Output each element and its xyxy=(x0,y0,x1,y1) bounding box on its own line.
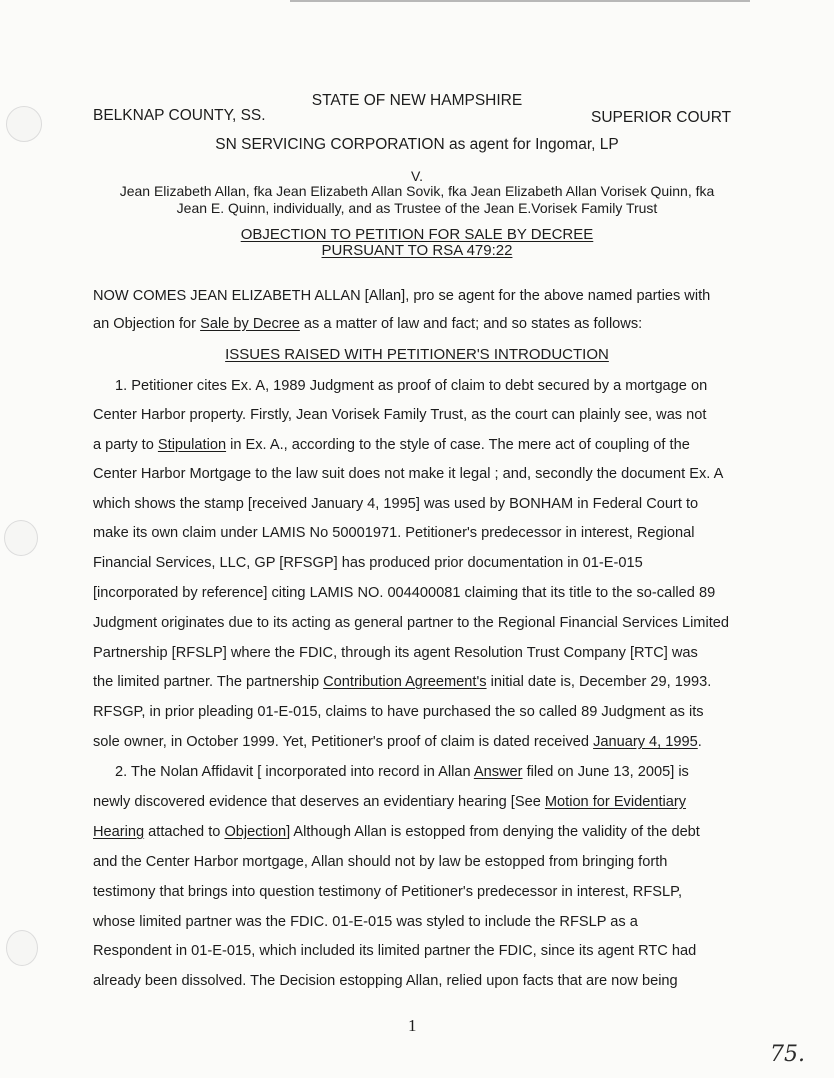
paragraph-line: testimony that brings into question testimony of Petitioner's predecessor in interest, RFSLP, xyxy=(93,884,682,900)
paragraph-line: and the Center Harbor mortgage, Allan should not by law be estopped from bringing forth xyxy=(93,854,668,870)
intro-line-1: NOW COMES JEAN ELIZABETH ALLAN [Allan], pro se agent for the above named parties with xyxy=(93,288,711,304)
handwritten-note: 75. xyxy=(770,1042,805,1067)
document-title-line-1: OBJECTION TO PETITION FOR SALE BY DECREE xyxy=(240,226,594,243)
paragraph-line: sole owner, in October 1999. Yet, Petitioner's proof of claim is dated received January 4, 1995. xyxy=(93,734,702,750)
paragraph-line: 1. Petitioner cites Ex. A, 1989 Judgment as proof of claim to debt secured by a mortgage on xyxy=(115,378,708,394)
paragraph-line: which shows the stamp [received January 4, 1995] was used by BONHAM in Federal Court to xyxy=(93,496,699,512)
paragraph-line: Center Harbor property. Firstly, Jean Vorisek Family Trust, as the court can plainly see, was not xyxy=(93,407,707,423)
paragraph-line: Hearing attached to Objection] Although Allan is estopped from denying the validity of the debt xyxy=(93,824,700,840)
defendant-line-1: Jean Elizabeth Allan, fka Jean Elizabeth Allan Sovik, fka Jean Elizabeth Allan Vorisek Quinn, fka xyxy=(119,183,715,199)
paragraph-line: Partnership [RFSLP] where the FDIC, through its agent Resolution Trust Company [RTC] was xyxy=(93,645,698,661)
paragraph-line: already been dissolved. The Decision estopping Allan, relied upon facts that are now being xyxy=(93,973,678,989)
document-title-line-2: PURSUANT TO RSA 479:22 xyxy=(321,242,513,259)
paragraph-line: the limited partner. The partnership Contribution Agreement's initial date is, December 29, 1993. xyxy=(93,674,712,690)
plaintiff-line: SN SERVICING CORPORATION as agent for Ingomar, LP xyxy=(215,136,619,153)
versus-label: V. xyxy=(411,168,423,184)
scan-edge-line xyxy=(290,0,750,2)
intro-line-2: an Objection for Sale by Decree as a matter of law and fact; and so states as follows: xyxy=(93,316,643,332)
defendant-line-2: Jean E. Quinn, individually, and as Trustee of the Jean E.Vorisek Family Trust xyxy=(176,200,658,216)
state-heading: STATE OF NEW HAMPSHIRE xyxy=(311,92,523,109)
paragraph-line: a party to Stipulation in Ex. A., according to the style of case. The mere act of coupling of the xyxy=(93,437,690,453)
paragraph-line: Respondent in 01-E-015, which included its limited partner the FDIC, since its agent RTC had xyxy=(93,943,697,959)
paragraph-line: Judgment originates due to its acting as general partner to the Regional Financial Services Limited xyxy=(93,615,729,631)
paragraph-line: 2. The Nolan Affidavit [ incorporated into record in Allan Answer filed on June 13, 2005] is xyxy=(115,764,689,780)
paragraph-line: whose limited partner was the FDIC. 01-E-015 was styled to include the RFSLP as a xyxy=(93,914,638,930)
paragraph-line: [incorporated by reference] citing LAMIS NO. 004400081 claiming that its title to the so-called 89 xyxy=(93,585,716,601)
punch-hole-mark xyxy=(6,930,38,966)
page-number: 1 xyxy=(408,1016,417,1035)
court-label: SUPERIOR COURT xyxy=(591,109,732,126)
paragraph-line: Center Harbor Mortgage to the law suit does not make it legal ; and, secondly the document Ex. A xyxy=(93,466,724,482)
punch-hole-mark xyxy=(4,520,38,556)
paragraph-line: newly discovered evidence that deserves an evidentiary hearing [See Motion for Evidentiary xyxy=(93,794,687,810)
section-heading: ISSUES RAISED WITH PETITIONER'S INTRODUCTION xyxy=(225,346,609,363)
paragraph-line: Financial Services, LLC, GP [RFSGP] has produced prior documentation in 01-E-015 xyxy=(93,555,643,571)
paragraph-line: make its own claim under LAMIS No 50001971. Petitioner's predecessor in interest, Regional xyxy=(93,525,695,541)
paragraph-line: RFSGP, in prior pleading 01-E-015, claims to have purchased the so called 89 Judgment as its xyxy=(93,704,704,720)
county-label: BELKNAP COUNTY, SS. xyxy=(93,107,266,124)
